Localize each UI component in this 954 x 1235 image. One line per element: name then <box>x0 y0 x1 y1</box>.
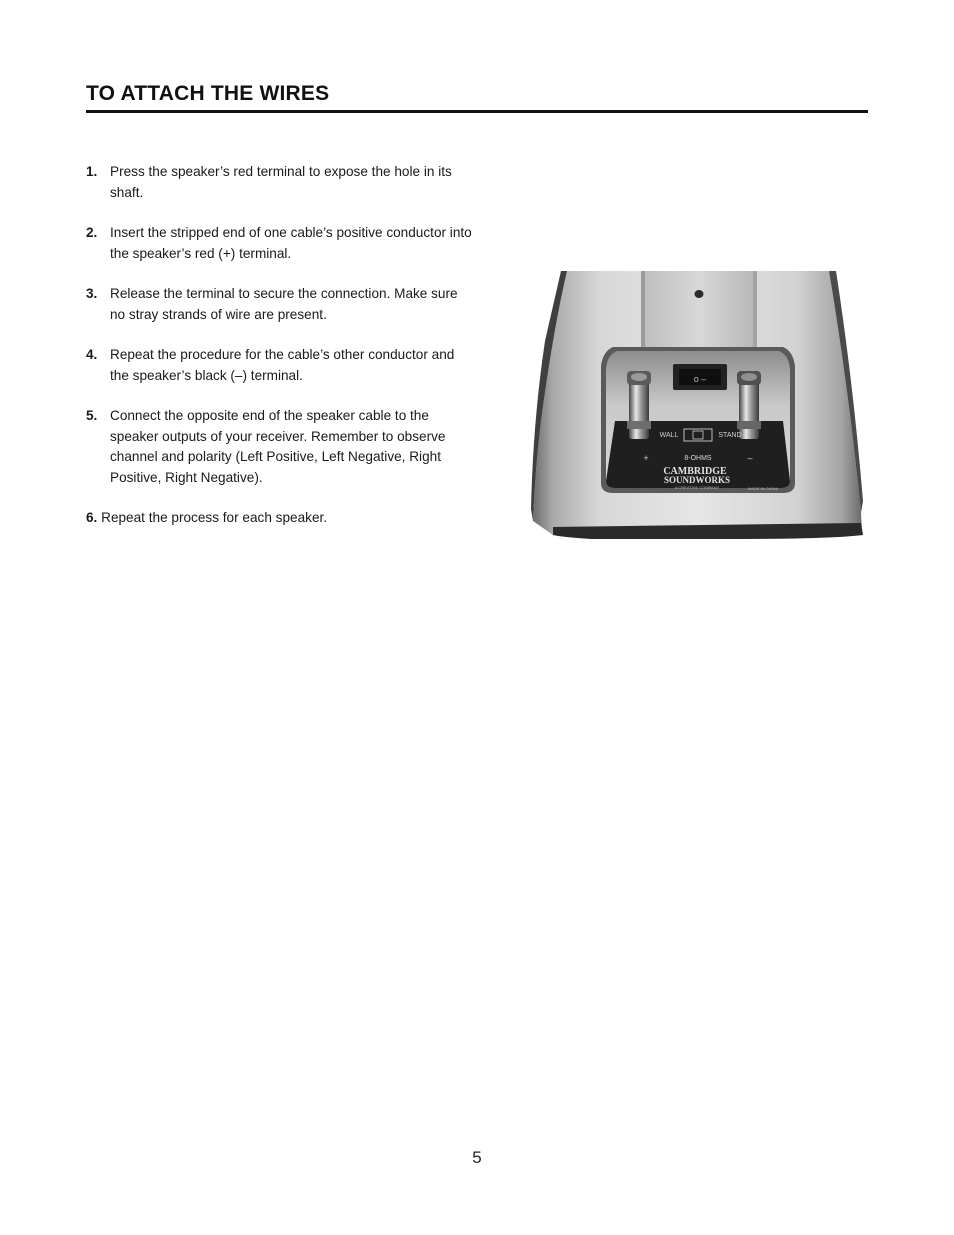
tagline: A CREATIVE COMPANY <box>674 485 720 490</box>
instruction-list <box>86 162 476 529</box>
step-text: Connect the opposite end of the speaker cable to the speaker outputs of your receiver. Remember to observe channel and polarity (Left Positive, Left Negative, Right Positive, Right Negative). <box>110 408 446 485</box>
step-text: Insert the stripped end of one cable’s positive conductor into the speaker’s red (+) terminal. <box>110 225 472 261</box>
step-number: 2. <box>86 225 98 240</box>
title-rule <box>86 110 868 113</box>
brand-line-2: SOUNDWORKS <box>663 475 731 485</box>
step-text: Repeat the process for each speaker. <box>101 510 328 525</box>
step-number: 3. <box>86 286 98 301</box>
speaker-terminal-photo <box>531 271 863 540</box>
plus-label: + <box>643 453 649 463</box>
impedance-label: 8-OHMS <box>684 455 712 462</box>
origin-label: MADE IN CHINA <box>747 486 779 491</box>
step-text: Repeat the procedure for the cable’s other conductor and the speaker’s black (–) terminal. <box>110 347 455 383</box>
step-number: 6. <box>86 510 98 525</box>
step-number: 1. <box>86 164 98 179</box>
page-title: TO ATTACH THE WIRES <box>86 82 330 105</box>
brand-line-1: CAMBRIDGE <box>663 466 727 477</box>
step-text: Press the speaker’s red terminal to expose the hole in its shaft. <box>110 164 452 200</box>
minus-label: – <box>747 453 753 463</box>
step-number: 5. <box>86 408 98 423</box>
list-item <box>86 284 476 325</box>
step-number: 4. <box>86 347 98 362</box>
list-item <box>86 508 476 529</box>
list-item <box>86 406 476 488</box>
stand-label: STAND <box>718 432 742 439</box>
switch-symbols: o – <box>693 374 707 384</box>
list-item <box>86 345 476 386</box>
step-text: Release the terminal to secure the connection. Make sure no stray strands of wire are present. <box>110 286 458 322</box>
list-item <box>86 223 476 264</box>
wall-label: WALL <box>659 432 679 439</box>
list-item <box>86 162 476 203</box>
page-number: 5 <box>472 1148 482 1167</box>
